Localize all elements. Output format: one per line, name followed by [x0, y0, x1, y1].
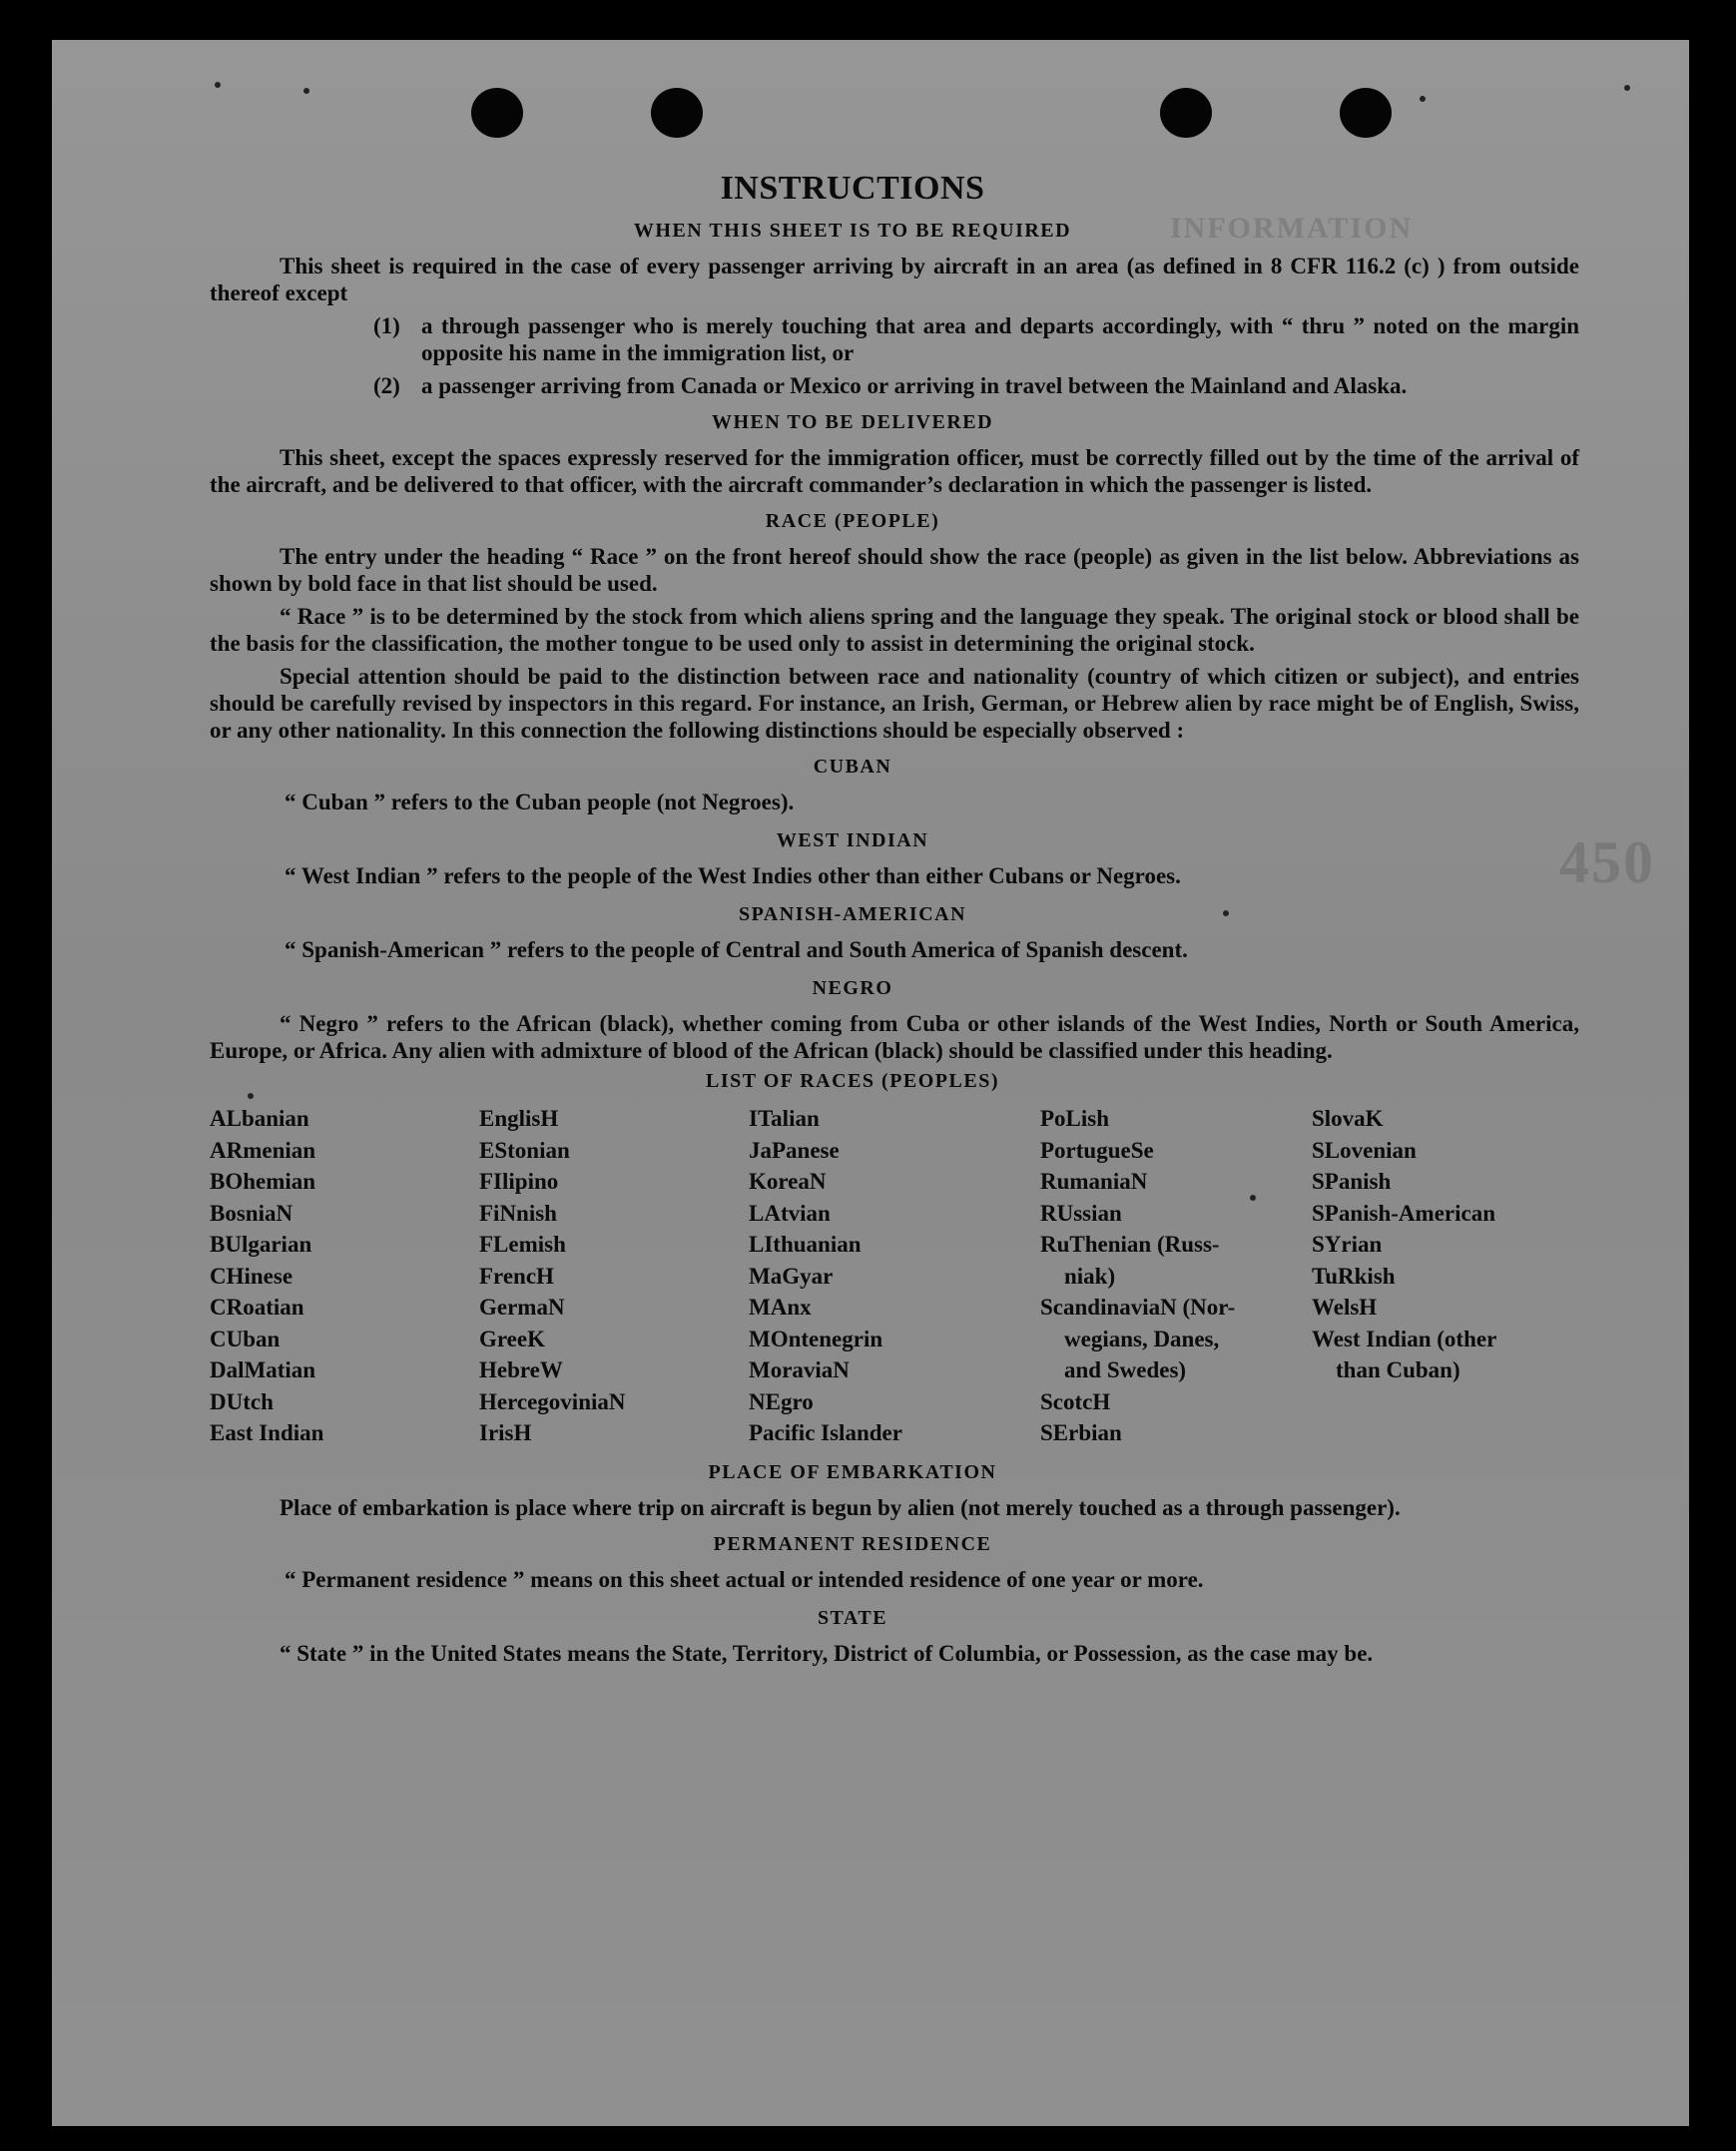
races-column [479, 1103, 749, 1449]
heading-cuban: CUBAN [813, 756, 892, 778]
race-entry: LIthuanian [749, 1232, 862, 1257]
paragraph-race-3: Special attention should be paid to the distinction between race and nationality (country of which citizen or subject), and entries should be carefully revised by inspectors in this regard. For instance, an Irish, German, or Hebrew alien by race might be of English, Swiss, or any other nationality. In this connection the following distinctions should be especially observed : [210, 664, 1579, 743]
race-entry: West Indian (other [1312, 1326, 1497, 1351]
race-entry: MoraviaN [749, 1357, 850, 1382]
race-entry: SPanish [1312, 1169, 1392, 1194]
race-entry: GermaN [479, 1295, 565, 1320]
heading-negro: NEGRO [812, 977, 893, 999]
race-entry: TuRkish [1312, 1263, 1396, 1289]
speck [1420, 96, 1426, 102]
item-text: a through passenger who is merely touching that area and departs accordingly, with “ thru ” noted on the margin opposite his name in the immigration list, or [421, 313, 1579, 365]
race-entry: ScotcH [1040, 1388, 1111, 1414]
race-entry: HebreW [479, 1357, 563, 1382]
heading-spanish-american: SPANISH-AMERICAN [738, 903, 967, 925]
list-item [373, 372, 1579, 399]
race-entry: than Cuban) [1336, 1357, 1460, 1382]
heading-race: RACE (PEOPLE) [765, 510, 940, 532]
race-entry: CUban [210, 1326, 281, 1351]
paragraph-race-2: “ Race ” is to be determined by the stock from which aliens spring and the language they speak. The original stock or blood shall be the basis for the classification, the mother tongue to be used only to assist in determining the original stock. [210, 604, 1579, 656]
heading-when-delivered: WHEN TO BE DELIVERED [711, 411, 994, 433]
race-entry: KoreaN [749, 1169, 827, 1194]
race-entry: ALbanian [210, 1106, 309, 1131]
race-entry: niak) [1064, 1263, 1116, 1289]
item-text: a passenger arriving from Canada or Mexico or arriving in travel between the Mainland and Alaska. [421, 373, 1408, 398]
bleed-through-text: INFORMATION [1170, 212, 1414, 245]
race-entry: HercegoviniaN [479, 1388, 626, 1414]
races-column [1040, 1103, 1312, 1449]
paragraph-negro: “ Negro ” refers to the African (black), whether coming from Cuba or other islands of the West Indies, North or South America, Europe, or Africa. Any alien with admixture of blood of the African (black) should be classified under this heading. [210, 1011, 1579, 1063]
document-page [52, 40, 1689, 2126]
paragraph-state: “ State ” in the United States means the State, Territory, District of Columbia, or Possession, as the case may be. [280, 1640, 1374, 1666]
definition-spanish-american: “ Spanish-American ” refers to the people of Central and South America of Spanish descent. [285, 937, 1188, 962]
race-entry: EnglisH [479, 1106, 559, 1131]
heading-west-indian: WEST INDIAN [776, 829, 929, 851]
list-item [373, 312, 1579, 366]
race-entry: FLemish [479, 1232, 566, 1257]
heading-state: STATE [817, 1606, 888, 1629]
punch-hole [471, 88, 523, 138]
race-entry: PoLish [1040, 1106, 1110, 1131]
race-entry: JaPanese [749, 1137, 840, 1163]
paragraph-when-required: This sheet is required in the case of every passenger arriving by aircraft in an area (as defined in 8 CFR 116.2 (c) ) from outside thereof except [210, 254, 1579, 305]
heading-list-of-races: LIST OF RACES (PEOPLES) [705, 1070, 999, 1092]
race-entry: RUssian [1040, 1200, 1122, 1226]
race-entry: LAtvian [749, 1200, 831, 1226]
punch-hole [651, 88, 703, 138]
race-entry: MAnx [749, 1295, 812, 1320]
race-entry: FiNnish [479, 1200, 557, 1226]
race-entry: and Swedes) [1064, 1357, 1187, 1382]
race-entry: NEgro [749, 1388, 814, 1414]
item-number: (1) [373, 313, 400, 338]
race-entry: wegians, Danes, [1064, 1326, 1220, 1351]
race-entry: BosniaN [210, 1200, 293, 1226]
race-entry: RumaniaN [1040, 1169, 1148, 1194]
race-entry: GreeK [479, 1326, 545, 1351]
paragraph-embarkation: Place of embarkation is place where trip on aircraft is begun by alien (not merely touched as a through passenger). [280, 1494, 1401, 1520]
race-entry: MaGyar [749, 1263, 834, 1289]
paragraph-when-delivered: This sheet, except the spaces expressly reserved for the immigration officer, must be correctly filled out by the time of the arrival of the aircraft, and be delivered to that officer, with the aircraft commander’s declaration in which the passenger is listed. [210, 445, 1579, 497]
race-entry: DalMatian [210, 1357, 316, 1382]
bleed-through-text: 450 [1559, 829, 1655, 895]
races-column [210, 1103, 479, 1449]
race-entry: IrisH [479, 1420, 532, 1445]
race-entry: CRoatian [210, 1295, 304, 1320]
races-list [210, 1103, 1579, 1449]
heading-residence: PERMANENT RESIDENCE [713, 1532, 992, 1555]
page-title: INSTRUCTIONS [720, 170, 985, 207]
punch-hole [1340, 88, 1392, 138]
race-entry: EStonian [479, 1137, 570, 1163]
race-entry: Pacific Islander [749, 1420, 902, 1445]
heading-embarkation: PLACE OF EMBARKATION [708, 1460, 997, 1483]
definition-west-indian: “ West Indian ” refers to the people of the West Indies other than either Cubans or Negroes. [285, 863, 1181, 888]
speck [1624, 85, 1630, 91]
paragraph-race-1: The entry under the heading “ Race ” on the front hereof should show the race (people) as given in the list below. Abbreviations as shown by bold face in that list should be used. [210, 544, 1579, 596]
heading-when-required: WHEN THIS SHEET IS TO BE REQUIRED [633, 220, 1072, 242]
speck [303, 88, 309, 94]
race-entry: FIlipino [479, 1169, 559, 1194]
definition-cuban: “ Cuban ” refers to the Cuban people (not Negroes). [285, 790, 795, 814]
race-entry: ARmenian [210, 1137, 316, 1163]
race-entry: SErbian [1040, 1420, 1122, 1445]
definition-residence: “ Permanent residence ” means on this sheet actual or intended residence of one year or more. [285, 1566, 1204, 1592]
speck [215, 82, 221, 88]
race-entry: BUlgarian [210, 1232, 312, 1257]
race-entry: ITalian [749, 1106, 820, 1131]
races-column [749, 1103, 1040, 1449]
instructions-content [210, 170, 1579, 1673]
race-entry: SPanish-American [1312, 1200, 1495, 1226]
race-entry: SlovaK [1312, 1106, 1384, 1131]
races-column [1312, 1103, 1541, 1449]
race-entry: CHinese [210, 1263, 293, 1289]
race-entry: WelsH [1312, 1295, 1378, 1320]
item-number: (2) [373, 373, 400, 398]
race-entry: FrencH [479, 1263, 554, 1289]
race-entry: PortugueSe [1040, 1137, 1154, 1163]
race-entry: SLovenian [1312, 1137, 1417, 1163]
punch-hole [1160, 88, 1212, 138]
race-entry: DUtch [210, 1388, 274, 1414]
race-entry: ScandinaviaN (Nor- [1040, 1295, 1236, 1320]
race-entry: East Indian [210, 1420, 324, 1445]
race-entry: RuThenian (Russ- [1040, 1232, 1220, 1257]
race-entry: SYrian [1312, 1232, 1383, 1257]
race-entry: MOntenegrin [749, 1326, 883, 1351]
race-entry: BOhemian [210, 1169, 316, 1194]
